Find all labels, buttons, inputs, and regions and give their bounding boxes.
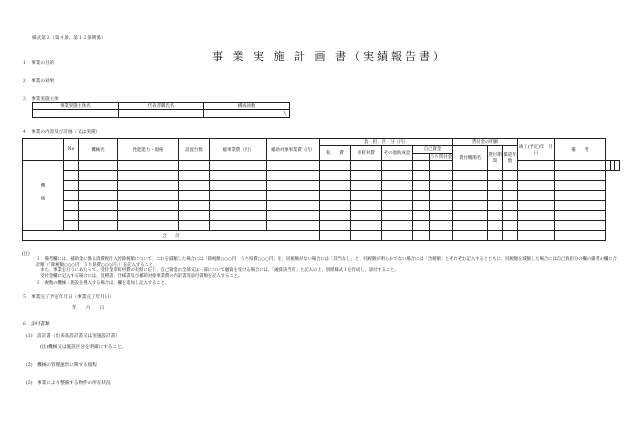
completion-header: 竣工(予定)年 月 日 — [518, 139, 555, 161]
representative-header: 代表者職氏名 — [118, 103, 204, 110]
members-cell[interactable]: 人 — [204, 110, 290, 118]
machine-header: 機械名 — [79, 139, 118, 161]
loan-period-header: 貸付期間 — [488, 146, 503, 171]
total-label: 合 計 — [23, 231, 320, 241]
representative-cell[interactable] — [118, 110, 204, 118]
subsidy-cost-header: 補助対象事業費（円） — [267, 139, 320, 161]
section-attachments: ６ 添付書類 — [22, 322, 50, 327]
own-funds-header: 自己資金 — [413, 146, 453, 154]
other-grant-header: その他助成金 — [382, 146, 413, 161]
lender-header: 貸付機関名 — [453, 146, 488, 171]
entity-table — [32, 102, 290, 118]
loan-included-header: うち貸付金 — [430, 154, 452, 160]
capacity-header: 性能能力・規格 — [118, 139, 179, 161]
section-entity: ３ 事業実施主体 — [22, 97, 59, 102]
section-completion: ５ 事業完了予定年月日（事業完了年月日） — [22, 295, 114, 300]
burden-header: 負 担 区 分（円） — [320, 139, 453, 146]
section-content: ４ 事業の内容及び計画（又は実績） — [22, 130, 101, 135]
note-1: １ 備考欄には、補助金に係る消費税仕入控除税額について、これを減額した場合には「除税額○○○円 うち県費○○○円」を、同税額がない場合には「該当なし」と、同税額が明らかでない場合には「含税額」とそれぞれ記入するとともに、同税額を減額した場合には自己負担分の欄の備考の欄に合計額（「除税額○○○円 うち県費○○○円」）を記入すること。 — [36, 257, 617, 268]
attachment-2: (2) 機械の管理運営に関する規程 — [26, 363, 97, 368]
note-2: ２ 複数の機械・施設を導入する場合は、欄を追加し記入すること。 — [36, 281, 170, 286]
plan-table — [22, 138, 620, 241]
count-header: 設置台数 — [179, 139, 210, 161]
machine-side-label — [23, 161, 64, 231]
members-header: 構成員数 — [204, 103, 290, 110]
page-title: 事 業 実 施 計 画 書（実績報告書） — [212, 50, 447, 63]
notes-mark: (注) — [22, 252, 30, 257]
completion-date: 年 月 日 — [72, 306, 105, 311]
form-number: 様式第２（第４条、第１２条関係） — [32, 36, 106, 41]
repay-years-header: 償還年数 — [503, 146, 518, 171]
no-header: No — [64, 139, 79, 161]
private-header: 私 費 — [320, 146, 351, 161]
section-effect: ２ 事業の効果 — [22, 79, 55, 84]
remarks-header: 備 考 — [555, 139, 606, 161]
attachment-1: (1) 設計書（出来高設計書又は実施設計書） — [26, 334, 120, 339]
note-1b: また、事業を行うにあたって、受付金市町村費の有無に応じ、自己資金の全部又は一部について融資を受ける場合には、「融資該当有」と記入の上、別紙様式１を作成し、添付すること。 — [36, 268, 399, 273]
attachment-3: (3) 事業により整備する物件の所在状況 — [26, 381, 111, 386]
note-1c: 受付金欄に記入する場合には、見積書、仕様書及び補助対象事業費の内訳書等添付書類を記入すること。 — [36, 274, 243, 279]
entity-name-cell[interactable] — [33, 110, 119, 118]
attachment-1-note: (注)機械又は施設区分を明確にすること。 — [40, 345, 127, 350]
entity-name-header: 事業実施主体名 — [33, 103, 119, 110]
total-cost-header: 総事業費（円） — [210, 139, 267, 161]
machine-side-label-text: 機 械 — [41, 182, 46, 200]
section-purpose: １ 事業の目的 — [22, 61, 55, 66]
municipal-header: 市町村費 — [351, 146, 382, 161]
loan-detail-header: 貸付金の明細 — [453, 139, 518, 146]
